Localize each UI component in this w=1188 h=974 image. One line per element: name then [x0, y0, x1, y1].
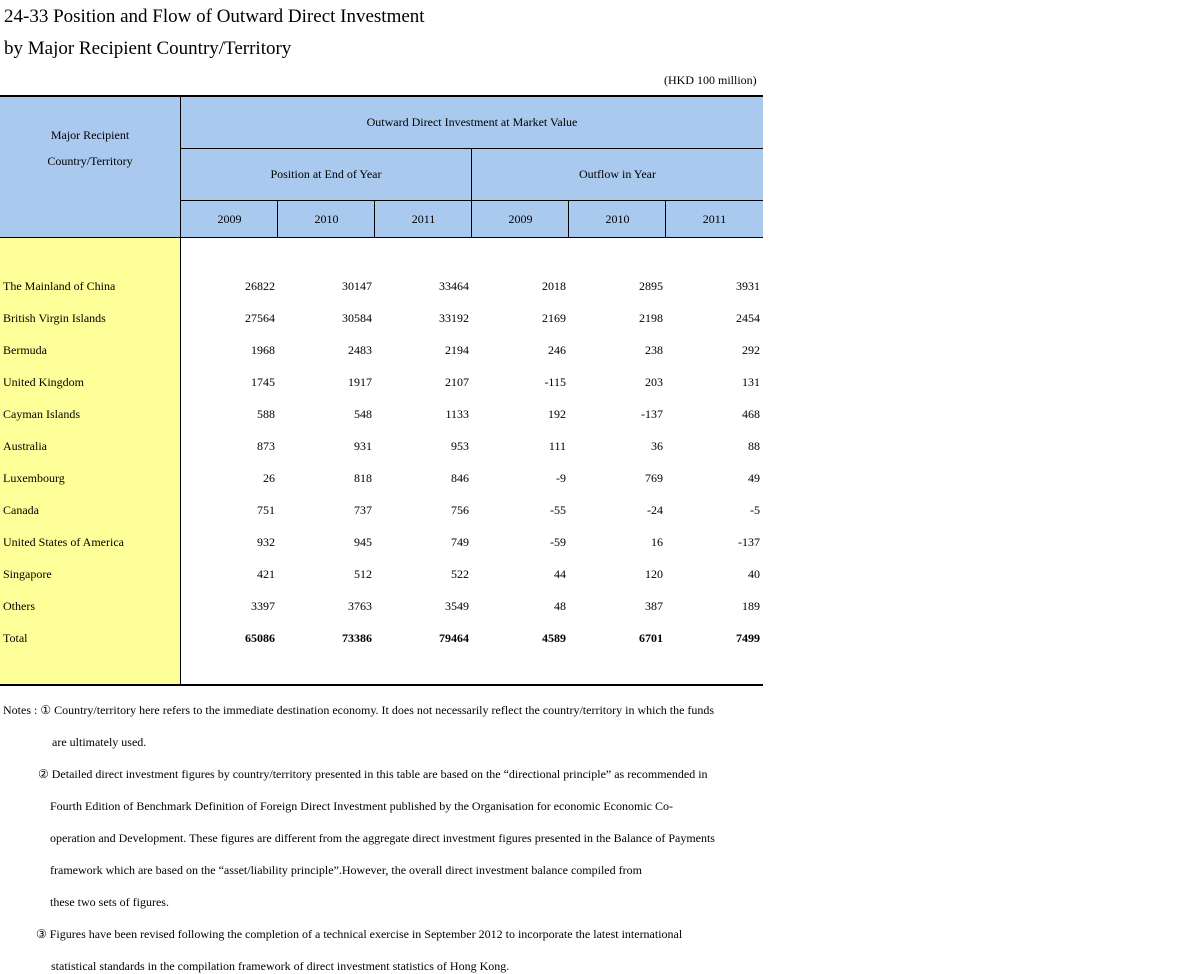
value-cell: 932	[257, 535, 275, 549]
header-rule	[181, 148, 763, 149]
value-cell: 3549	[445, 599, 469, 613]
note-2-line: operation and Development. These figures are different from the aggregate direct investment figures presented in the Balance of Payments	[50, 831, 715, 845]
value-cell: 3763	[348, 599, 372, 613]
table-row	[0, 405, 763, 423]
table-top-rule	[0, 95, 763, 97]
value-cell: 387	[645, 599, 663, 613]
value-cell: 522	[451, 567, 469, 581]
note-2-line: ② Detailed direct investment figures by country/territory presented in this table are based on the “directional principle” as recommended in	[38, 767, 708, 781]
table-row	[0, 469, 763, 487]
value-cell: 512	[354, 567, 372, 581]
title-line-2: by Major Recipient Country/Territory	[4, 38, 292, 59]
note-3-line: ③ Figures have been revised following the completion of a technical exercise in September 2012 to incorporate the latest international	[36, 927, 683, 941]
value-cell: 751	[257, 503, 275, 517]
value-cell: 4589	[542, 631, 566, 645]
value-cell: -115	[544, 375, 566, 389]
value-cell: 1917	[348, 375, 372, 389]
title-line-1: 24-33 Position and Flow of Outward Direct Investment	[4, 6, 425, 27]
value-cell: -59	[550, 535, 566, 549]
value-cell: 945	[354, 535, 372, 549]
year-header: 2011	[702, 212, 727, 226]
row-label: Total	[3, 631, 28, 645]
note-1-line: Notes : ① Country/territory here refers to the immediate destination economy. It does not necessarily reflect the country/territory in which the funds	[3, 703, 715, 717]
year-header: 2009	[217, 212, 242, 226]
table-row	[0, 373, 763, 391]
value-cell: 40	[748, 567, 760, 581]
value-cell: -5	[750, 503, 760, 517]
table-row	[0, 341, 763, 359]
value-cell: 749	[451, 535, 469, 549]
row-label: Canada	[3, 503, 39, 517]
value-cell: 30584	[342, 311, 372, 325]
value-cell: 873	[257, 439, 275, 453]
header-divider	[374, 200, 375, 237]
value-cell: 26	[263, 471, 275, 485]
row-label: Australia	[3, 439, 47, 453]
value-cell: 3397	[251, 599, 275, 613]
value-cell: 1745	[251, 375, 275, 389]
subheader-position: Position at End of Year	[270, 167, 382, 181]
value-cell: 292	[742, 343, 760, 357]
value-cell: 48	[554, 599, 566, 613]
value-cell: 468	[742, 407, 760, 421]
stub-header-line-1: Major Recipient	[50, 128, 130, 142]
table-row	[0, 501, 763, 519]
table-row	[0, 533, 763, 551]
table-bottom-rule	[0, 684, 763, 686]
value-cell: 737	[354, 503, 372, 517]
header-rule	[181, 200, 763, 201]
row-label: Cayman Islands	[3, 407, 80, 421]
value-cell: 44	[554, 567, 566, 581]
note-2-line: Fourth Edition of Benchmark Definition of Foreign Direct Investment published by the Organisation for economic Economic Co-	[50, 799, 673, 813]
value-cell: 818	[354, 471, 372, 485]
note-2-line: framework which are based on the “asset/liability principle”.However, the overall direct investment balance compiled from	[50, 863, 642, 877]
value-cell: 65086	[245, 631, 275, 645]
row-label: Luxembourg	[3, 471, 65, 485]
group-header: Outward Direct Investment at Market Value	[366, 115, 578, 129]
value-cell: 2483	[348, 343, 372, 357]
row-label: Bermuda	[3, 343, 47, 357]
value-cell: 548	[354, 407, 372, 421]
table-row	[0, 277, 763, 295]
value-cell: 49	[748, 471, 760, 485]
note-2-line: these two sets of figures.	[50, 895, 169, 909]
value-cell: 2107	[445, 375, 469, 389]
value-cell: -24	[647, 503, 663, 517]
header-divider	[277, 200, 278, 237]
value-cell: 6701	[639, 631, 663, 645]
value-cell: 2198	[639, 311, 663, 325]
value-cell: 33464	[439, 279, 469, 293]
value-cell: 238	[645, 343, 663, 357]
value-cell: 2194	[445, 343, 469, 357]
note-1-line: are ultimately used.	[52, 735, 147, 749]
row-label: The Mainland of China	[3, 279, 116, 293]
value-cell: 26822	[245, 279, 275, 293]
value-cell: 192	[548, 407, 566, 421]
value-cell: 756	[451, 503, 469, 517]
value-cell: 111	[548, 439, 566, 453]
value-cell: 953	[451, 439, 469, 453]
value-cell: 73386	[342, 631, 372, 645]
subheader-outflow: Outflow in Year	[579, 167, 656, 181]
value-cell: 931	[354, 439, 372, 453]
value-cell: 421	[257, 567, 275, 581]
value-cell: 30147	[342, 279, 372, 293]
header-divider	[471, 148, 472, 237]
value-cell: 7499	[736, 631, 760, 645]
unit-label: (HKD 100 million)	[664, 73, 757, 87]
table-row	[0, 597, 763, 615]
value-cell: 588	[257, 407, 275, 421]
value-cell: 246	[548, 343, 566, 357]
year-header: 2010	[314, 212, 339, 226]
value-cell: -137	[641, 407, 663, 421]
row-label: Singapore	[3, 567, 52, 581]
value-cell: 1968	[251, 343, 275, 357]
value-cell: 36	[651, 439, 663, 453]
value-cell: 88	[748, 439, 760, 453]
table-row-total	[0, 629, 763, 647]
row-label: United States of America	[3, 535, 124, 549]
note-3-line: statistical standards in the compilation framework of direct investment statistics of Hong Kong.	[51, 959, 510, 973]
value-cell: 27564	[245, 311, 275, 325]
row-label: United Kingdom	[3, 375, 84, 389]
value-cell: 3931	[736, 279, 760, 293]
value-cell: 79464	[439, 631, 469, 645]
value-cell: 16	[651, 535, 663, 549]
value-cell: 120	[645, 567, 663, 581]
value-cell: 203	[645, 375, 663, 389]
value-cell: -137	[738, 535, 760, 549]
value-cell: 1133	[445, 407, 469, 421]
value-cell: 846	[451, 471, 469, 485]
value-cell: -9	[556, 471, 566, 485]
value-cell: -55	[550, 503, 566, 517]
value-cell: 33192	[439, 311, 469, 325]
stub-column	[0, 237, 180, 685]
value-cell: 131	[742, 375, 760, 389]
table-row	[0, 565, 763, 583]
year-header: 2011	[411, 212, 436, 226]
header-divider	[665, 200, 666, 237]
header-divider	[568, 200, 569, 237]
header-bottom-rule	[0, 237, 763, 238]
year-header: 2009	[508, 212, 533, 226]
value-cell: 769	[645, 471, 663, 485]
value-cell: 2454	[736, 311, 760, 325]
value-cell: 2169	[542, 311, 566, 325]
year-header: 2010	[605, 212, 630, 226]
value-cell: 2895	[639, 279, 663, 293]
value-cell: 2018	[542, 279, 566, 293]
table-row	[0, 309, 763, 327]
value-cell: 189	[742, 599, 760, 613]
row-label: British Virgin Islands	[3, 311, 106, 325]
row-label: Others	[3, 599, 35, 613]
stub-header-line-2: Country/Territory	[47, 154, 133, 168]
table-row	[0, 437, 763, 455]
